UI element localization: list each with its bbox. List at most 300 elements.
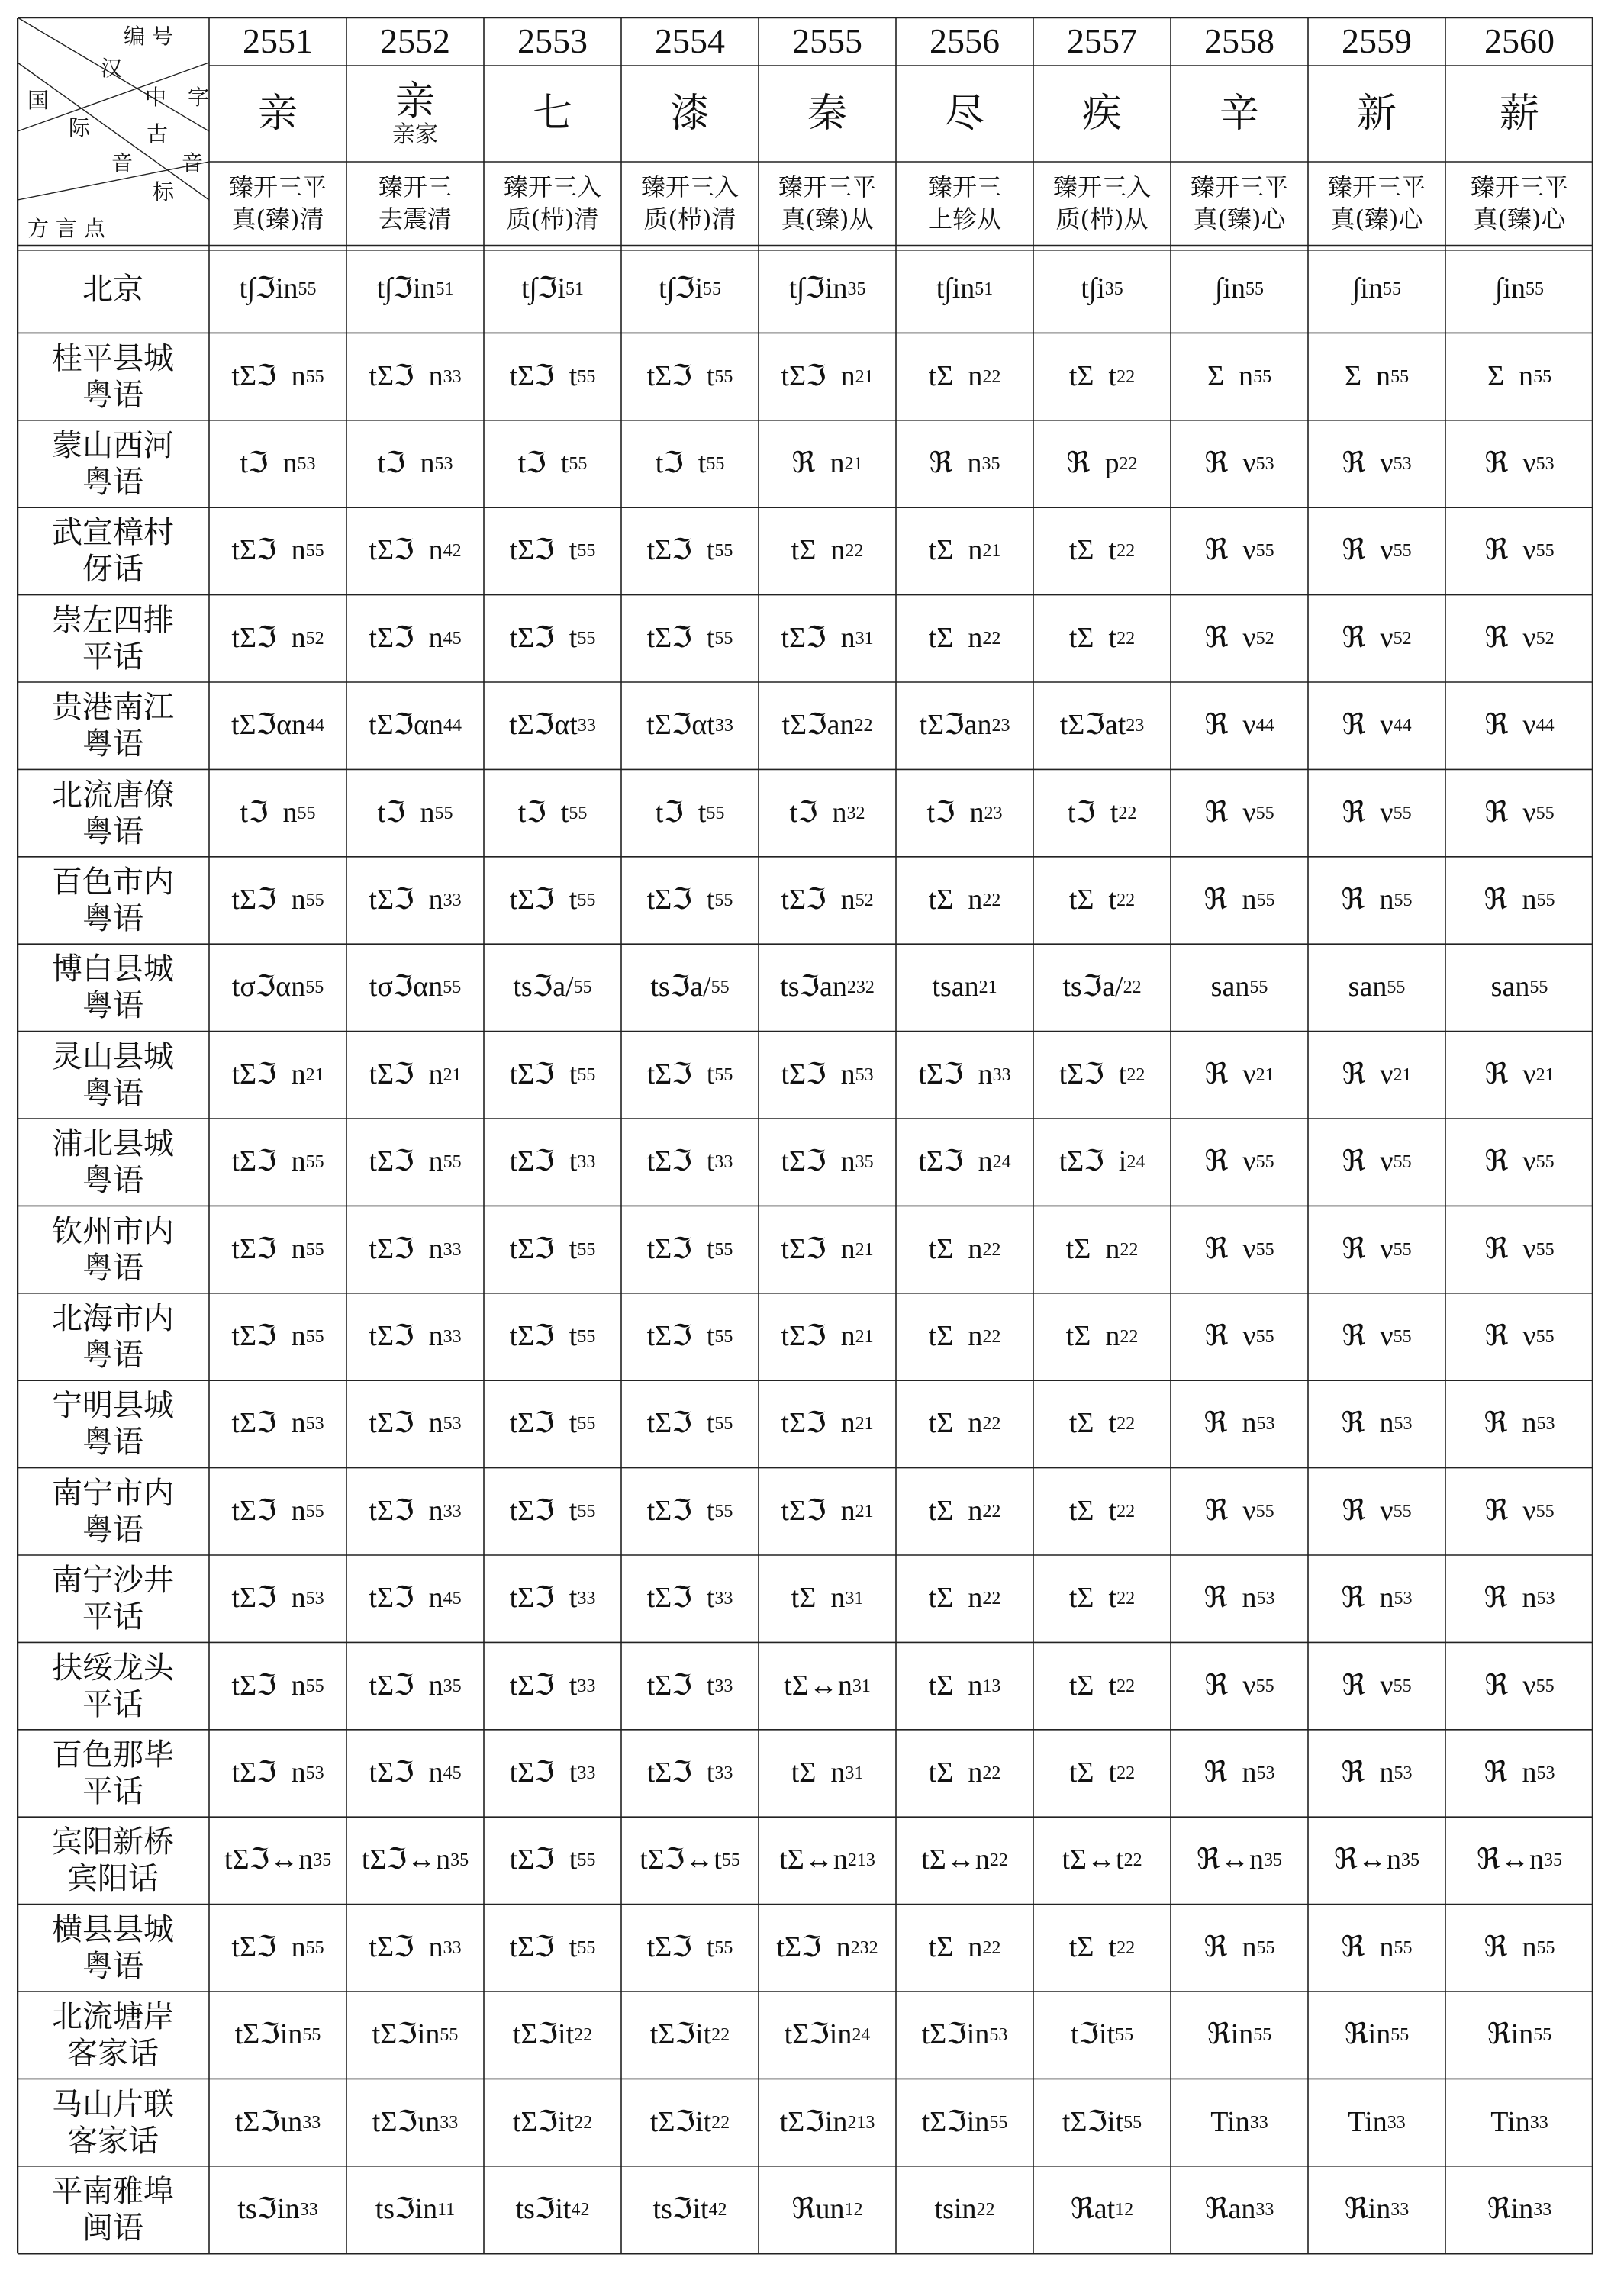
ipa-segment: tΣℑ n: [781, 1145, 855, 1178]
ipa-transcription: ℜ ν 55: [1342, 1320, 1412, 1353]
ipa-segment: tsℑa/: [513, 971, 574, 1003]
ipa-transcription: Tin 33: [1490, 2105, 1548, 2138]
place-line: 钦州市内: [52, 1213, 174, 1249]
column-number: 2560: [1484, 21, 1555, 60]
ipa-transcription: ℜ ν 53: [1342, 447, 1412, 480]
mc-line: 臻开三入: [1052, 172, 1151, 202]
ipa-segment: t∫ℑin: [376, 272, 436, 305]
ipa-segment: tΣ t: [1068, 1407, 1117, 1440]
ipa-segment: tℑ t: [1067, 796, 1119, 829]
ipa-segment: ℜ ν: [1204, 534, 1256, 567]
ipa-segment: tΣℑ t: [646, 1669, 715, 1702]
dialect-place: [17, 2166, 209, 2253]
mc-line: 臻开三平: [1327, 172, 1426, 202]
ipa-transcription: ∫in 55: [1352, 272, 1401, 305]
ipa-segment: ℜ ν: [1484, 796, 1536, 829]
ipa-transcription: tΣℑin 2 13: [779, 2105, 875, 2138]
middle-chinese-category: [1171, 162, 1308, 246]
ipa-segment: tΣ t: [1068, 1757, 1117, 1789]
ipa-transcription: ℜ p 22: [1066, 447, 1138, 480]
ipa-segment: tsan: [932, 971, 979, 1003]
ipa-segment: tΣ↔n: [779, 1844, 848, 1876]
ipa-transcription: tΣℑ n 33: [918, 1058, 1011, 1090]
middle-chinese-category: [346, 162, 484, 246]
ipa-transcription: tΣℑ t 5 5: [509, 1931, 596, 1963]
ipa-transcription: ℜ ν 55: [1484, 1145, 1555, 1178]
mc-line: 去震清: [378, 204, 452, 233]
column-number: 2559: [1342, 21, 1412, 60]
ipa-transcription: tΣℑit 22: [649, 2018, 730, 2051]
place-line: 粤语: [82, 1512, 143, 1547]
ipa-segment: ∫in: [1495, 272, 1526, 305]
ipa-transcription: ℜ n 53: [1203, 1757, 1275, 1789]
ipa-segment: Σ n: [1344, 359, 1391, 392]
ipa-transcription: ℜ ν 55: [1484, 534, 1555, 567]
ipa-segment: tΣℑin: [921, 2105, 990, 2138]
ipa-transcription: tsℑa/ 55: [650, 971, 730, 1003]
ipa-transcription: tΣℑ n 24: [918, 1145, 1011, 1178]
ipa-transcription: tΣℑin 5 3: [921, 2018, 1008, 2051]
dialect-place: [17, 1119, 209, 1206]
column-number: 2551: [243, 21, 313, 60]
place-line: 平南雅埠: [52, 2173, 174, 2209]
ipa-transcription: tℑ n 55: [377, 796, 453, 829]
corner-label-yin1: 音: [111, 150, 134, 176]
ipa-segment: tΣℑαn: [368, 709, 444, 742]
ipa-transcription: tΣ t 22: [1068, 1931, 1136, 1963]
ipa-segment: tΣℑ t: [646, 1494, 715, 1527]
ipa-transcription: tΣℑ t 5 5: [509, 534, 596, 567]
ipa-segment: tΣ t: [1068, 534, 1117, 567]
ipa-transcription: ℜat 12: [1070, 2193, 1134, 2226]
column-character: [209, 66, 346, 162]
ipa-segment: Σ n: [1207, 359, 1254, 392]
dialect-place: [17, 1992, 209, 2079]
ipa-transcription: tΣ↔t 22: [1062, 1844, 1142, 1876]
ipa-transcription: tΣℑ n 45: [369, 621, 462, 654]
ipa-transcription: t∫in 51: [936, 272, 994, 305]
ipa-segment: tΣℑ t: [509, 1320, 578, 1353]
column-number: 2554: [655, 21, 725, 60]
corner-label-ji: 际: [69, 115, 91, 140]
ipa-transcription: tΣ↔n 3 1: [784, 1669, 871, 1702]
corner-label-zi: 字: [188, 85, 210, 110]
ipa-transcription: tΣℑan 2 3: [919, 709, 1010, 742]
ipa-segment: ℜ ν: [1342, 709, 1394, 742]
ipa-transcription: ℜ ν 21: [1204, 1058, 1274, 1090]
ipa-transcription: tΣℑαn 44: [368, 709, 462, 742]
ipa-transcription: tσℑαn 55: [369, 971, 462, 1003]
middle-chinese-category: [1033, 162, 1171, 246]
ipa-segment: tΣℑ n: [231, 1582, 306, 1615]
ipa-segment: ℜ n: [1484, 884, 1537, 916]
hanzi: 亲: [257, 90, 298, 137]
ipa-segment: ℜ ν: [1342, 447, 1394, 480]
ipa-segment: tsℑit: [515, 2193, 572, 2226]
ipa-segment: ℜin: [1344, 2018, 1391, 2051]
ipa-transcription: tΣℑ n 53: [231, 1407, 324, 1440]
ipa-transcription: tΣℑ t 5 5: [509, 1407, 596, 1440]
mc-line: 真(臻)心: [1330, 204, 1423, 233]
ipa-segment: tsℑan: [780, 971, 847, 1003]
ipa-segment: ℜ p: [1066, 447, 1120, 480]
ipa-transcription: ℜ ν 55: [1204, 1320, 1274, 1353]
dialect-place: [17, 1206, 209, 1293]
ipa-segment: tΣ t: [1068, 884, 1117, 916]
ipa-segment: tΣℑ n: [369, 621, 443, 654]
ipa-transcription: tΣℑ t 5 5: [646, 1407, 733, 1440]
dialect-place: [17, 2079, 209, 2166]
ipa-transcription: tΣ n 22: [928, 1407, 1001, 1440]
ipa-segment: tℑ n: [240, 796, 298, 829]
place-line: 粤语: [82, 464, 143, 500]
ipa-segment: tΣℑ n: [369, 534, 443, 567]
ipa-transcription: tΣℑ n 21: [781, 1232, 874, 1265]
mc-line: 质(栉)清: [643, 204, 736, 233]
column-character: [1033, 66, 1171, 162]
ipa-transcription: tΣ t 22: [1068, 884, 1136, 916]
ipa-segment: ∫in: [1215, 272, 1245, 305]
ipa-segment: tℑit: [1070, 2018, 1116, 2051]
ipa-segment: ℜ n: [1203, 1407, 1257, 1440]
place-line: 宾阳新桥: [52, 1824, 174, 1860]
ipa-segment: tℑ t: [517, 796, 569, 829]
ipa-segment: ℜ n: [1484, 1931, 1537, 1963]
ipa-segment: ℜ ν: [1342, 1669, 1394, 1702]
hanzi: 七: [532, 90, 572, 137]
ipa-transcription: tΣ n 22: [928, 359, 1001, 392]
ipa-segment: ℜ ν: [1484, 1058, 1536, 1090]
ipa-transcription: tℑ t 55: [655, 796, 725, 829]
ipa-transcription: tΣ t 22: [1068, 1757, 1136, 1789]
ipa-transcription: t∫ℑi 51: [520, 272, 585, 305]
place-line: 平话: [82, 1599, 143, 1635]
ipa-transcription: tΣℑ n 232: [776, 1931, 878, 1963]
ipa-transcription: tΣℑ n 21: [781, 1407, 874, 1440]
ipa-segment: ℜ n: [1203, 1582, 1257, 1615]
ipa-transcription: ℜ↔n 3 5: [1334, 1844, 1419, 1876]
ipa-transcription: tΣℑ n 52: [781, 884, 874, 916]
ipa-segment: tΣ t: [1068, 1669, 1117, 1702]
dialect-place: [17, 420, 209, 507]
hanzi: 漆: [669, 90, 710, 137]
ipa-transcription: ℜin 55: [1344, 2018, 1410, 2051]
ipa-segment: ℜ↔n: [1197, 1844, 1264, 1876]
ipa-segment: t∫in: [936, 272, 975, 305]
ipa-segment: ℜ ν: [1342, 1232, 1394, 1265]
dialect-place: [17, 595, 209, 682]
ipa-segment: tΣℑ n: [231, 1145, 306, 1178]
ipa-transcription: tℑ t 55: [517, 796, 588, 829]
dialect-place: [17, 1905, 209, 1992]
mc-line: 臻开三平: [778, 172, 876, 202]
place-line: 横县县城: [52, 1911, 174, 1947]
column-character: [484, 66, 621, 162]
place-line: 武宣樟村: [52, 515, 174, 551]
ipa-transcription: tℑ t 55: [517, 447, 588, 480]
ipa-segment: tΣℑ t: [646, 1145, 715, 1178]
ipa-segment: tΣℑ t: [509, 1058, 578, 1090]
ipa-segment: tΣ↔n: [921, 1844, 990, 1876]
place-line: 粤语: [82, 1948, 143, 1984]
ipa-transcription: tℑ n 55: [240, 796, 316, 829]
ipa-transcription: tΣℑ i 2 4: [1058, 1145, 1145, 1178]
ipa-transcription: tΣℑ n 42: [369, 534, 462, 567]
dialect-place: [17, 769, 209, 856]
ipa-transcription: ℜ ν 52: [1204, 621, 1274, 654]
place-line: 北海市内: [52, 1300, 174, 1336]
ipa-transcription: ℜin 55: [1207, 2018, 1272, 2051]
place-line: 粤语: [82, 900, 143, 936]
ipa-segment: n: [298, 1844, 314, 1876]
ipa-segment: tΣℑ n: [231, 621, 306, 654]
ipa-transcription: tΣℑit 22: [649, 2105, 730, 2138]
column-number: 2553: [517, 21, 588, 60]
ipa-transcription: tΣℑ t 3 3: [646, 1145, 733, 1178]
ipa-segment: ℜin: [1344, 2193, 1391, 2226]
ipa-transcription: tΣℑ t 5 5: [646, 534, 733, 567]
ipa-transcription: tσℑαn 55: [231, 971, 324, 1003]
ipa-transcription: tsℑa/ 55: [513, 971, 592, 1003]
column-character: [1308, 66, 1445, 162]
mc-line: 臻开三平: [228, 172, 327, 202]
ipa-segment: tΣℑ n: [231, 884, 306, 916]
mc-line: 臻开三: [927, 172, 1001, 202]
ipa-segment: tΣℑin: [372, 2018, 440, 2051]
ipa-segment: ℜ n: [1341, 884, 1394, 916]
ipa-segment: tΣℑan: [781, 709, 855, 742]
ipa-segment: ℜ↔n: [1477, 1844, 1544, 1876]
ipa-transcription: tΣℑ n 33: [369, 1494, 462, 1527]
ipa-transcription: tΣℑ n 21: [369, 1058, 462, 1090]
ipa-segment: tΣℑ n: [231, 1931, 306, 1963]
ipa-transcription: tΣℑ n 55: [231, 1145, 324, 1178]
ipa-transcription: tΣ n 22: [1065, 1232, 1139, 1265]
place-line: 南宁市内: [52, 1475, 174, 1511]
ipa-segment: tΣℑ t: [646, 359, 715, 392]
ipa-segment: tΣ n: [791, 534, 846, 567]
ipa-transcription: tΣℑ n 21: [781, 1320, 874, 1353]
ipa-segment: tΣℑ n: [231, 1232, 306, 1265]
ipa-segment: tΣℑ n: [231, 359, 306, 392]
hanzi: 薪: [1499, 90, 1539, 137]
ipa-segment: tΣℑit: [649, 2018, 712, 2051]
ipa-transcription: tΣ n 22: [928, 884, 1001, 916]
ipa-segment: tsℑin: [375, 2193, 438, 2226]
ipa-segment: tΣℑ n: [781, 359, 855, 392]
ipa-segment: ℜin: [1207, 2018, 1254, 2051]
ipa-segment: tΣ n: [928, 1582, 983, 1615]
ipa-segment: tΣℑ n: [918, 1058, 993, 1090]
ipa-transcription: tΣ t 22: [1068, 359, 1136, 392]
mc-line: 真(臻)从: [781, 204, 874, 233]
ipa-segment: ℜ ν: [1342, 1494, 1394, 1527]
ipa-transcription: tΣℑ n 45: [369, 1582, 462, 1615]
ipa-segment: ℜat: [1070, 2193, 1116, 2226]
ipa-transcription: tΣℑ n 33: [369, 884, 462, 916]
ipa-transcription: tΣℑιn 3 3: [372, 2105, 459, 2138]
middle-chinese-category: [896, 162, 1033, 246]
ipa-segment: san: [1210, 971, 1250, 1003]
ipa-transcription: ℜin 55: [1487, 2018, 1552, 2051]
corner-label-yin2: 音: [182, 150, 204, 176]
corner-label-biao: 标: [153, 179, 175, 204]
ipa-transcription: ℜ↔n 3 5: [1477, 1844, 1562, 1876]
ipa-transcription: tsin 22: [934, 2193, 995, 2226]
place-line: 崇左四排: [52, 602, 174, 638]
ipa-transcription: tΣℑ t 5 5: [509, 621, 596, 654]
ipa-transcription: tΣ n 22: [928, 621, 1001, 654]
ipa-transcription: ℜ ν 55: [1204, 1494, 1274, 1527]
ipa-transcription: tΣℑ n 55: [369, 1145, 462, 1178]
ipa-transcription: ∫in 55: [1215, 272, 1264, 305]
ipa-transcription: tΣℑ t 5 5: [646, 1494, 733, 1527]
ipa-transcription: ℜ ν 55: [1342, 796, 1412, 829]
ipa-segment: tΣℑat: [1059, 709, 1126, 742]
ipa-segment: tΣℑαn: [230, 709, 307, 742]
dialect-place: [17, 1380, 209, 1467]
ipa-transcription: tΣℑ t 5 5: [509, 1232, 596, 1265]
ipa-transcription: tℑ t 22: [1067, 796, 1137, 829]
middle-chinese-category: [1445, 162, 1593, 246]
ipa-segment: ℜ ν: [1342, 1058, 1394, 1090]
place-line: 粤语: [82, 1337, 143, 1373]
ipa-segment: Tin: [1210, 2105, 1250, 2138]
ipa-segment: tσℑαn: [231, 971, 306, 1003]
ipa-transcription: tΣℑ n 53: [369, 1407, 462, 1440]
ipa-segment: tΣℑ n: [369, 1058, 443, 1090]
ipa-segment: tΣℑit: [512, 2105, 575, 2138]
middle-chinese-category: [484, 162, 621, 246]
ipa-transcription: ℜ n 53: [1341, 1407, 1413, 1440]
ipa-segment: ℜ ν: [1204, 1058, 1256, 1090]
ipa-segment: tΣℑin: [234, 2018, 303, 2051]
place-line: 百色那毕: [52, 1737, 174, 1773]
ipa-transcription: tsℑan 23 2: [780, 971, 875, 1003]
ipa-segment: tΣℑit: [512, 2018, 575, 2051]
ipa-segment: t∫ℑin: [788, 272, 848, 305]
ipa-transcription: ℜ n 55: [1341, 1931, 1413, 1963]
hanzi: 疾: [1081, 90, 1122, 137]
ipa-segment: tΣℑ t: [509, 1844, 578, 1876]
ipa-transcription: ℜ ν 55: [1204, 1669, 1274, 1702]
ipa-transcription: tΣℑ t 5 5: [646, 1931, 733, 1963]
ipa-segment: ℜ ν: [1204, 1669, 1256, 1702]
place-line: 粤语: [82, 1250, 143, 1286]
mc-line: 臻开三入: [640, 172, 739, 202]
column-number: 2558: [1204, 21, 1274, 60]
place-line: 北流唐僚: [52, 777, 174, 813]
ipa-segment: Tin: [1490, 2105, 1530, 2138]
ipa-transcription: tℑ n 23: [926, 796, 1003, 829]
ipa-segment: ℜ ν: [1484, 709, 1536, 742]
ipa-transcription: tΣ n 22: [928, 1582, 1001, 1615]
ipa-segment: tΣℑ t: [509, 534, 578, 567]
ipa-segment: san: [1348, 971, 1387, 1003]
middle-chinese-category: [759, 162, 896, 246]
corner-label-bianhao: 编 号: [124, 24, 173, 49]
ipa-segment: tΣℑ t: [509, 1232, 578, 1265]
ipa-transcription: tsan 21: [932, 971, 997, 1003]
ipa-transcription: tℑ n 53: [377, 447, 453, 480]
corner-label-guo: 国: [27, 88, 50, 113]
place-line: 粤语: [82, 1163, 143, 1199]
ipa-segment: t∫ℑi: [658, 272, 704, 305]
ipa-segment: tΣℑ n: [369, 1232, 443, 1265]
ipa-transcription: Σ n 55: [1344, 359, 1410, 392]
ipa-transcription: ℜ ν 44: [1342, 709, 1412, 742]
ipa-segment: tΣℑ t: [646, 534, 715, 567]
ipa-segment: tΣℑ n: [369, 884, 443, 916]
ipa-transcription: tΣℑ n 35: [369, 1669, 462, 1702]
ipa-transcription: ℜ ν 21: [1484, 1058, 1555, 1090]
ipa-transcription: tsℑin 11: [375, 2193, 456, 2226]
mc-line: 真(臻)心: [1473, 204, 1566, 233]
ipa-transcription: tΣℑ t 5 5: [509, 884, 596, 916]
ipa-segment: tΣℑit: [649, 2105, 712, 2138]
ipa-segment: tΣℑ n: [369, 1669, 443, 1702]
ipa-transcription: tΣ n 22: [1065, 1320, 1139, 1353]
column-character: [621, 66, 759, 162]
ipa-transcription: tΣℑ t 5 5: [509, 1494, 596, 1527]
dialect-place: [17, 1555, 209, 1642]
ipa-transcription: tΣℑ n 55: [231, 884, 324, 916]
ipa-transcription: tΣℑin 2 4: [784, 2018, 871, 2051]
ipa-transcription: tΣℑ t 3 3: [646, 1757, 733, 1789]
ipa-segment: ℜ ν: [1484, 1145, 1536, 1178]
column-number: 2555: [792, 21, 862, 60]
ipa-transcription: tΣℑ n 55: [231, 1669, 324, 1702]
corner-label-gu: 古: [147, 121, 169, 147]
ipa-segment: ∫in: [1352, 272, 1383, 305]
ipa-transcription: Σ n 55: [1207, 359, 1272, 392]
ipa-transcription: tΣ n 22: [928, 1494, 1001, 1527]
dialect-place: [17, 1032, 209, 1119]
dialect-place: [17, 682, 209, 769]
ipa-transcription: ℜ ν 55: [1204, 1232, 1274, 1265]
ipa-transcription: Tin 33: [1348, 2105, 1406, 2138]
column-character: [1445, 66, 1593, 162]
ipa-transcription: tΣℑ t 5 5: [646, 884, 733, 916]
ipa-transcription: san 55: [1348, 971, 1406, 1003]
place-line: 博白县城: [52, 952, 174, 987]
corner-diagonal: [18, 63, 209, 200]
ipa-segment: tΣℑ n: [231, 1494, 306, 1527]
ipa-segment: tΣℑin: [779, 2105, 848, 2138]
ipa-segment: ℜ ν: [1484, 1232, 1536, 1265]
ipa-segment: tΣℑ i: [1058, 1145, 1127, 1178]
ipa-transcription: tΣℑat 23: [1059, 709, 1145, 742]
place-line: 贵港南江: [52, 690, 174, 726]
ipa-transcription: ℜ ν 55: [1342, 1145, 1412, 1178]
ipa-segment: tΣ n: [928, 1931, 983, 1963]
mc-line: 质(栉)清: [506, 204, 599, 233]
ipa-transcription: tΣℑ t 5 5: [646, 1058, 733, 1090]
ipa-segment: tsℑa/: [650, 971, 711, 1003]
dialect-place: [17, 944, 209, 1031]
ipa-segment: ℜ ν: [1204, 1232, 1256, 1265]
column-character: [759, 66, 896, 162]
ipa-transcription: tΣℑ t 3 3: [509, 1145, 596, 1178]
hanzi: 新: [1356, 90, 1397, 137]
ipa-segment: tΣ n: [928, 1669, 983, 1702]
ipa-segment: tΣℑ n: [781, 621, 855, 654]
dialect-place: [17, 507, 209, 594]
ipa-transcription: ℜan 33: [1204, 2193, 1274, 2226]
middle-chinese-category: [1308, 162, 1445, 246]
ipa-segment: tΣℑ n: [369, 1320, 443, 1353]
ipa-segment: tΣℑαt: [646, 709, 715, 742]
